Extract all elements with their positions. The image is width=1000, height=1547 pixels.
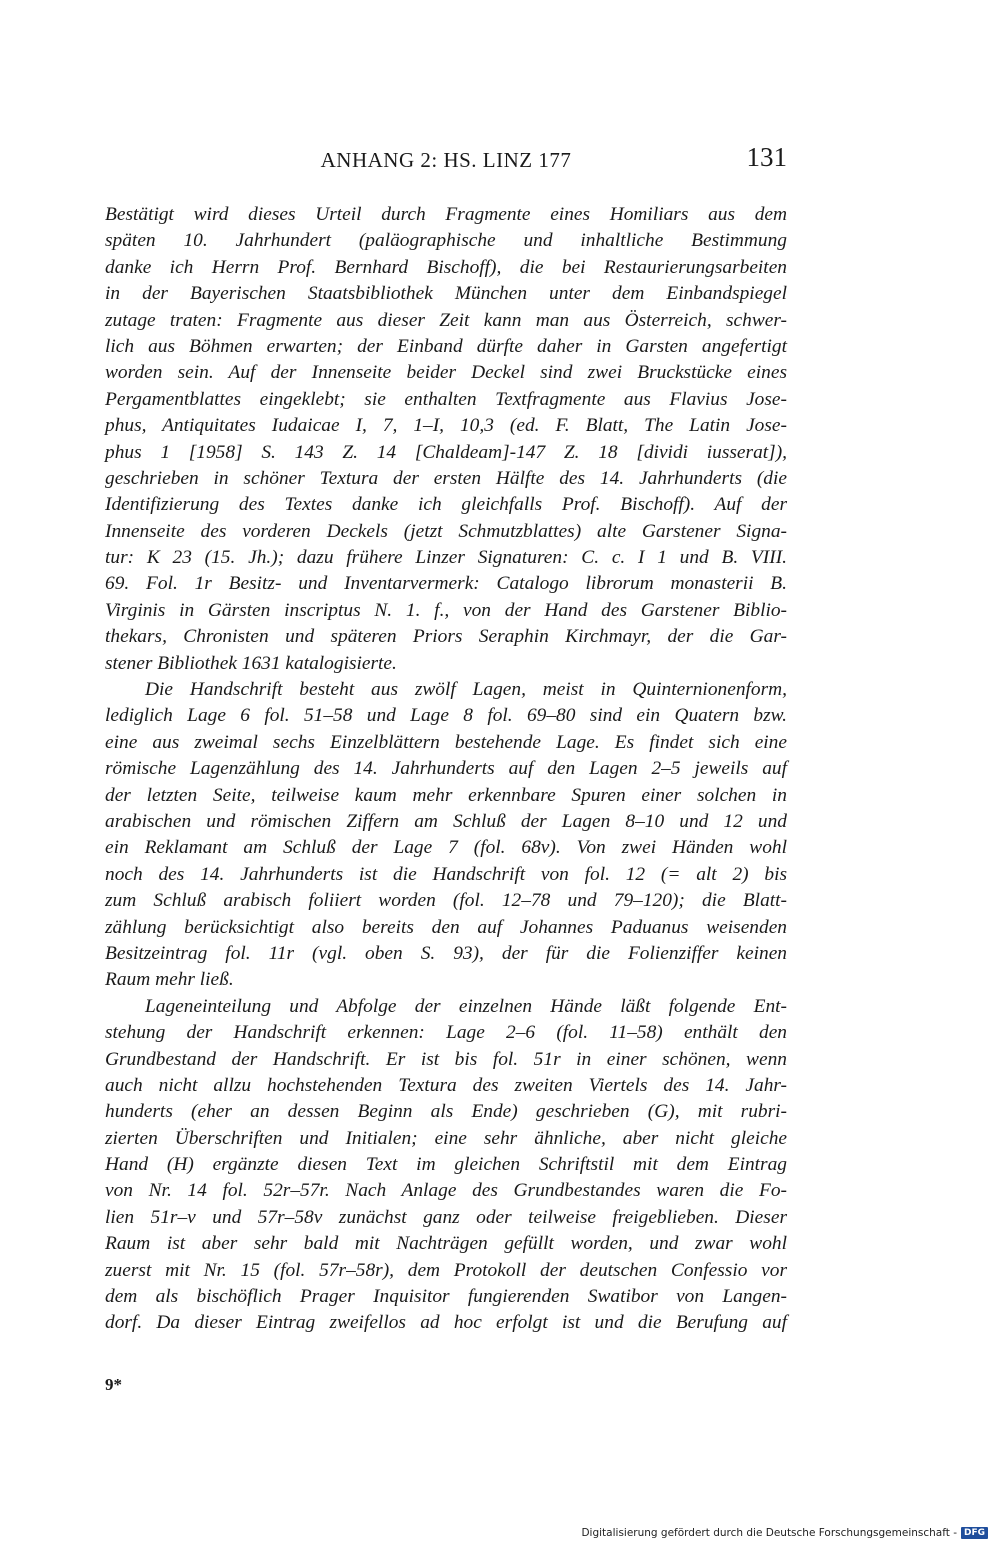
- text-line: auch nicht allzu hochstehenden Textura des zweiten Viertels des 14. Jahr-: [105, 1074, 787, 1096]
- text-line: dem als bischöflich Prager Inquisitor fungierenden Swatibor von Langen-: [105, 1286, 787, 1308]
- text-line: zierten Überschriften und Initialen; eine sehr ähnliche, aber nicht gleiche: [105, 1127, 787, 1149]
- text-line: lich aus Böhmen erwarten; der Einband dürfte daher in Garsten angefertigt: [105, 335, 787, 357]
- text-line: dorf. Da dieser Eintrag zweifellos ad hoc erfolgt ist und die Berufung auf: [105, 1312, 787, 1334]
- text-line: späten 10. Jahrhundert (paläographische und inhaltliche Bestimmung: [105, 230, 787, 252]
- page-header: [105, 140, 787, 180]
- text-line: worden sein. Auf der Innenseite beider Deckel sind zwei Bruckstücke eines: [105, 362, 787, 384]
- footer-text: Digitalisierung gefördert durch die Deutsche Forschungsgemeinschaft -: [581, 1527, 957, 1539]
- text-line: Besitzeintrag fol. 11r (vgl. oben S. 93), der für die Folienziffer keinen: [105, 942, 787, 964]
- text-line: phus, Antiquitates Iudaicae I, 7, 1–I, 10,3 (ed. F. Blatt, The Latin Jose-: [105, 415, 787, 437]
- text-line: römische Lagenzählung des 14. Jahrhunderts auf den Lagen 2–5 jeweils auf: [105, 758, 787, 780]
- text-line: Innenseite des vorderen Deckels (jetzt Schmutzblattes) alte Garstener Signa-: [105, 520, 787, 542]
- text-line: zuerst mit Nr. 15 (fol. 57r–58r), dem Protokoll der deutschen Confessio vor: [105, 1259, 787, 1281]
- text-line: danke ich Herrn Prof. Bernhard Bischoff), die bei Restaurierungsarbeiten: [105, 256, 787, 278]
- text-line: Lageneinteilung und Abfolge der einzelnen Hände läßt folgende Ent-: [145, 995, 787, 1017]
- text-line: stener Bibliothek 1631 katalogisierte.: [105, 652, 397, 674]
- page-number: 131: [746, 142, 787, 172]
- text-line: lediglich Lage 6 fol. 51–58 und Lage 8 fol. 69–80 sind ein Quatern bzw.: [105, 705, 787, 727]
- text-line: in der Bayerischen Staatsbibliothek München unter dem Einbandspiegel: [105, 283, 787, 305]
- text-line: arabischen und römischen Ziffern am Schluß der Lagen 8–10 und 12 und: [105, 810, 787, 832]
- text-line: Pergamentblattes eingeklebt; sie enthalten Textfragmente aus Flavius Jose-: [105, 388, 787, 410]
- text-line: eine aus zweimal sechs Einzelblättern bestehende Lage. Es findet sich eine: [105, 731, 787, 753]
- text-line: der letzten Seite, teilweise kaum mehr erkennbare Spuren einer solchen in: [105, 784, 787, 806]
- text-line: Die Handschrift besteht aus zwölf Lagen, meist in Quinternionenform,: [145, 679, 787, 701]
- text-line: Raum ist aber sehr bald mit Nachträgen gefüllt worden, und zwar wohl: [105, 1233, 787, 1255]
- text-line: Identifizierung des Textes danke ich gleichfalls Prof. Bischoff). Auf der: [105, 494, 787, 516]
- dfg-logo-icon: DFG: [961, 1527, 988, 1539]
- text-line: Virginis in Gärsten inscriptus N. 1. f., von der Hand des Garstener Biblio-: [105, 599, 787, 621]
- text-line: stehung der Handschrift erkennen: Lage 2–6 (fol. 11–58) enthält den: [105, 1022, 787, 1044]
- text-line: Raum mehr ließ.: [105, 969, 234, 991]
- text-line: Grundbestand der Handschrift. Er ist bis fol. 51r in einer schönen, wenn: [105, 1048, 787, 1070]
- text-line: phus 1 [1958] S. 143 Z. 14 [Chaldeam]-147 Z. 18 [dividi iusserat]),: [105, 441, 787, 463]
- text-line: hunderts (eher an dessen Beginn als Ende) geschrieben (G), mit rubri-: [105, 1101, 787, 1123]
- text-line: tur: K 23 (15. Jh.); dazu frühere Linzer Signaturen: C. c. I 1 und B. VIII.: [105, 547, 787, 569]
- text-line: von Nr. 14 fol. 52r–57r. Nach Anlage des Grundbestandes waren die Fo-: [105, 1180, 787, 1202]
- digitization-footer: [581, 1527, 988, 1539]
- signature-mark: 9*: [105, 1375, 122, 1394]
- text-line: zählung berücksichtigt also bereits den auf Johannes Paduanus weisenden: [105, 916, 787, 938]
- text-line: zum Schluß arabisch foliiert worden (fol. 12–78 und 79–120); die Blatt-: [105, 890, 787, 912]
- text-line: Hand (H) ergänzte diesen Text im gleichen Schriftstil mit dem Eintrag: [105, 1154, 787, 1176]
- text-line: geschrieben in schöner Textura der ersten Hälfte des 14. Jahrhunderts (die: [105, 467, 787, 489]
- text-line: Bestätigt wird dieses Urteil durch Fragmente eines Homiliars aus dem: [105, 204, 787, 225]
- body-text: [105, 202, 787, 1337]
- text-line: thekars, Chronisten und späteren Priors Seraphin Kirchmayr, der die Gar-: [105, 626, 787, 648]
- text-line: lien 51r–v und 57r–58v zunächst ganz oder teilweise freigeblieben. Dieser: [105, 1206, 787, 1228]
- text-line: zutage traten: Fragmente aus dieser Zeit kann man aus Österreich, schwer-: [105, 309, 787, 331]
- text-line: ein Reklamant am Schluß der Lage 7 (fol. 68v). Von zwei Händen wohl: [105, 837, 787, 859]
- text-line: noch des 14. Jahrhunderts ist die Handschrift von fol. 12 (= alt 2) bis: [105, 863, 787, 885]
- running-title: ANHANG 2: HS. LINZ 177: [320, 148, 572, 172]
- text-line: 69. Fol. 1r Besitz- und Inventarvermerk: Catalogo librorum monasterii B.: [105, 573, 787, 595]
